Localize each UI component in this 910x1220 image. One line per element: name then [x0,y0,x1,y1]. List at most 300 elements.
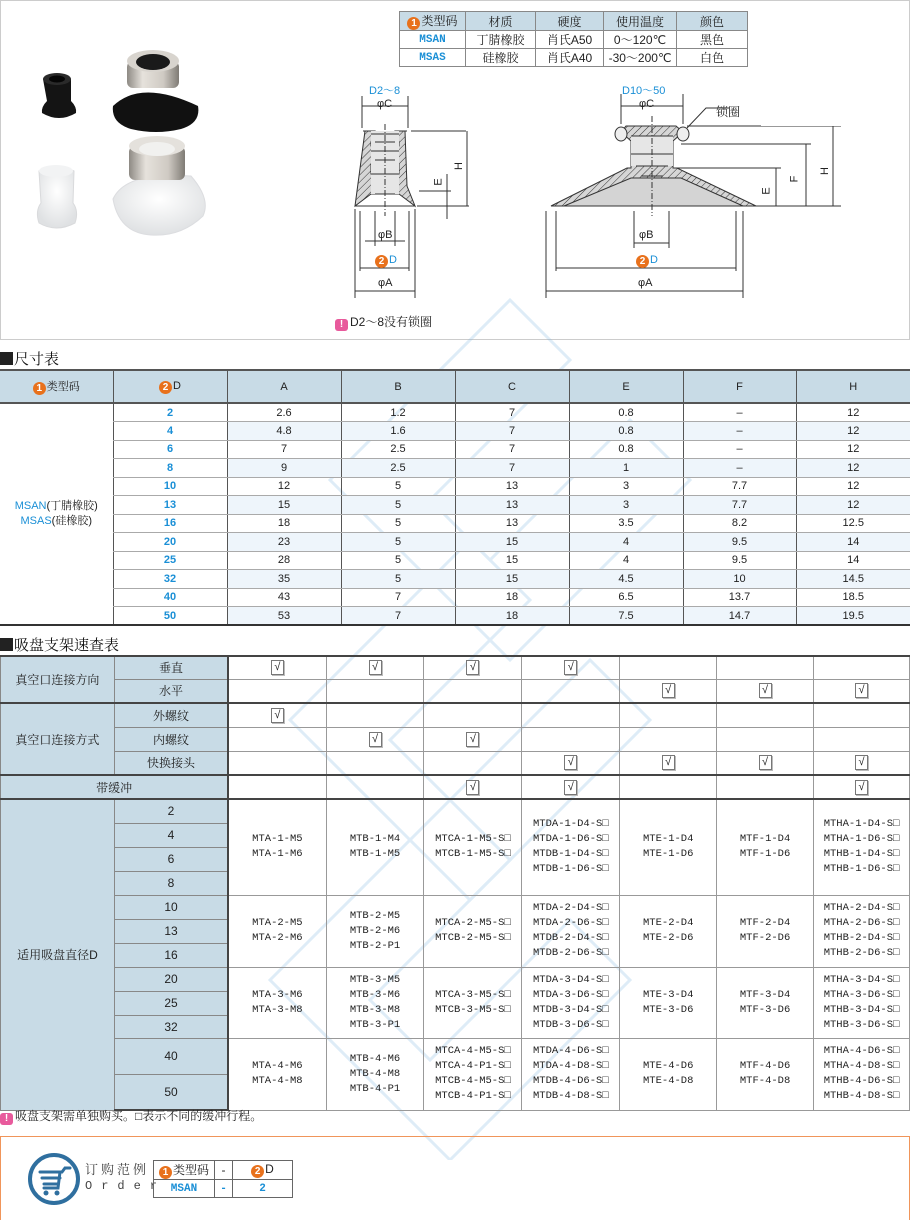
bracket-model-number: MTDA-3-D4-S□ [532,973,609,986]
bracket-models-cell [522,967,620,1038]
bracket-model-number: MTHB-1-D4-S□ [823,848,900,861]
check-cell [522,656,620,679]
bracket-models-cell [522,799,620,895]
bracket-model-number: MTDB-1-D4-S□ [532,848,609,861]
size-table-row [0,514,910,533]
cell-c: 18 [455,588,569,607]
cell-a: 7 [227,440,341,459]
checkmark-icon: √ [271,660,284,675]
large-drawing-title: D10～50 [622,85,666,97]
small-phi-b-label: φB [378,229,393,241]
cell-h: 12 [796,477,910,496]
cell-c: 7 [455,459,569,478]
bracket-model-number: MTB-3-M5 [349,973,401,986]
bracket-model-number: MTHA-4-D8-S□ [823,1060,900,1072]
dimension-drawing-svg [331,76,761,336]
cell-f: 13.7 [683,588,796,607]
cell-f: 7.7 [683,477,796,496]
cell-b: 1.6 [341,422,455,441]
bracket-model-number: MTE-4-D6 [642,1060,694,1072]
bracket-models-cell [620,895,717,967]
order-header-row [154,1161,293,1180]
bracket-model-number: MTDB-2-D6-S□ [532,947,609,959]
type-code: MSAS [400,49,466,67]
diameter-value: 50 [114,1074,228,1110]
product-figure-panel [0,0,910,340]
cell-b: 2.5 [341,459,455,478]
cell-e: 0.8 [569,403,683,422]
cell-b: 5 [341,570,455,589]
cell-b: 5 [341,496,455,515]
diameter-label-text: 适用吸盘直径D [17,948,98,963]
cell-f: 9.5 [683,551,796,570]
shopping-cart-icon [27,1152,81,1206]
bracket-model-number: MTB-4-M8 [349,1067,401,1080]
bracket-model-number: MTB-3-M6 [349,988,401,1001]
bracket-model-number: MTF-3-D6 [739,1003,791,1016]
checkmark-icon: √ [855,755,868,770]
bracket-model-number: MTB-3-M8 [349,1003,401,1016]
bracket-model-number: MTF-3-D4 [739,988,791,1001]
check-cell [814,775,910,799]
checkmark-icon: √ [564,780,577,795]
check-cell [717,727,814,751]
bracket-models-cell [620,1038,717,1110]
checkmark-icon: √ [466,780,479,795]
small-drawing-title: D2～8 [369,85,401,97]
cell-b: 5 [341,551,455,570]
bracket-model-number: MTHA-2-D4-S□ [823,902,900,914]
bracket-model-number: MTB-1-M5 [349,848,401,861]
diameter-value: 8 [114,871,228,895]
bracket-model-number: MTF-1-D4 [739,833,791,846]
cell-e: 0.8 [569,422,683,441]
header-e: E [569,370,683,403]
material-row [400,31,748,49]
cell-d: 50 [113,607,227,626]
material-row [400,49,748,67]
check-cell [620,656,717,679]
cell-d: 10 [113,477,227,496]
diameter-row [1,967,910,991]
check-cell [717,751,814,775]
bracket-row-male [1,703,910,727]
bracket-model-number: MTA-2-M5 [252,917,303,929]
cell-c: 7 [455,422,569,441]
large-f-label: F [788,175,801,183]
small-phi-c-label: φC [377,98,393,110]
bracket-model-number: MTHB-2-D4-S□ [823,932,900,944]
diameter-label [1,799,115,1110]
check-cell [717,703,814,727]
bracket-model-number: MTHA-2-D6-S□ [823,917,900,929]
cell-h: 14.5 [796,570,910,589]
cell-c: 13 [455,496,569,515]
cell-h: 12.5 [796,514,910,533]
cell-b: 7 [341,588,455,607]
bracket-model-number: MTDB-4-D8-S□ [532,1090,609,1102]
size-table [0,369,910,626]
checkmark-icon: √ [759,683,772,698]
bracket-row-female [1,727,910,751]
cell-h: 12 [796,496,910,515]
checkmark-icon: √ [855,780,868,795]
large-phi-c-label: φC [639,98,655,110]
diameter-value: 10 [114,895,228,919]
check-cell [522,679,620,703]
check-cell [620,727,717,751]
bracket-model-number: MTHA-3-D4-S□ [823,973,900,986]
checkmark-icon: √ [759,755,772,770]
cell-e: 4.5 [569,570,683,589]
size-table-row [0,440,910,459]
cell-b: 5 [341,514,455,533]
bracket-model-number: MTA-4-M6 [252,1060,303,1072]
bracket-model-number: MTCA-3-M5-S□ [435,988,511,1001]
bracket-model-number: MTB-1-M4 [349,833,401,846]
cell-e: 4 [569,533,683,552]
cell-b: 7 [341,607,455,626]
bracket-models-cell [814,967,910,1038]
cell-h: 12 [796,459,910,478]
order-type-code-value: MSAN [154,1180,215,1198]
cell-b: 2.5 [341,440,455,459]
check-cell [717,679,814,703]
bracket-model-number: MTDB-2-D4-S□ [532,932,609,944]
bracket-model-number: MTDB-3-D6-S□ [532,1018,609,1031]
checkmark-icon: √ [466,660,479,675]
badge-2: 2 [251,1165,264,1178]
cell-d: 13 [113,496,227,515]
cell-h: 18.5 [796,588,910,607]
diameter-value: 40 [114,1038,228,1074]
bracket-model-number: MTCB-2-M5-S□ [435,932,511,944]
header-f: F [683,370,796,403]
method-label: 真空口连接方式 [1,703,115,775]
cell-f: 7.7 [683,496,796,515]
bracket-model-number: MTDA-1-D6-S□ [532,833,609,846]
check-cell [326,703,424,727]
material-table-header [400,12,748,31]
checkmark-icon: √ [662,755,675,770]
check-cell [228,775,326,799]
size-table-row [0,607,910,626]
check-cell [326,656,424,679]
bracket-models-cell [814,799,910,895]
bracket-models-cell [424,967,522,1038]
bracket-table-body [1,656,910,1110]
check-cell [814,703,910,727]
bracket-models-cell [424,799,522,895]
square-bullet-icon [0,638,13,651]
bracket-model-number: MTA-3-M6 [252,988,303,1001]
large-phi-b-label: φB [639,229,654,241]
bracket-models-cell [814,895,910,967]
bracket-model-number: MTF-1-D6 [739,848,791,861]
bracket-models-cell [522,1038,620,1110]
bracket-model-number: MTE-3-D4 [642,988,694,1001]
bracket-model-number: MTA-3-M8 [252,1003,303,1016]
cell-f: 9.5 [683,533,796,552]
bracket-model-number: MTF-2-D6 [739,932,791,944]
size-section-title: 尺寸表 [0,348,59,369]
male-thread-label: 外螺纹 [114,703,228,727]
bracket-model-number: MTHA-1-D6-S□ [823,833,900,846]
size-table-row [0,551,910,570]
material: 硅橡胶 [466,49,536,67]
bracket-models-cell [326,1038,424,1110]
bracket-models-cell [620,967,717,1038]
cell-e: 1 [569,459,683,478]
diameter-value: 2 [114,799,228,823]
check-cell [522,727,620,751]
header-a: A [227,370,341,403]
cell-f: – [683,403,796,422]
cell-f: – [683,422,796,441]
bracket-models-cell [717,1038,814,1110]
bracket-models-cell [228,895,326,967]
bracket-note: ! 吸盘支架需单独购买。□表示不同的缓冲行程。 [0,1107,262,1125]
size-table-body [0,403,910,625]
cell-f: 8.2 [683,514,796,533]
check-cell [522,751,620,775]
bracket-model-number: MTB-4-M6 [349,1052,401,1065]
bracket-model-number: MTCB-4-M5-S□ [435,1075,511,1087]
check-cell [814,656,910,679]
bracket-model-number: MTE-1-D6 [642,848,694,861]
cell-c: 15 [455,551,569,570]
bracket-model-number: MTCA-1-M5-S□ [435,833,511,846]
cell-c: 18 [455,607,569,626]
warning-icon: ! [335,319,348,331]
order-value-row [154,1180,293,1198]
diameter-value: 20 [114,967,228,991]
check-cell [620,775,717,799]
order-d-value: 2 [233,1180,293,1198]
cell-a: 28 [227,551,341,570]
square-bullet-icon [0,352,13,365]
cell-f: – [683,440,796,459]
color: 白色 [677,49,748,67]
bracket-models-cell [717,967,814,1038]
bracket-model-number: MTCB-3-M5-S□ [435,1003,511,1016]
checkmark-icon: √ [662,683,675,698]
header-type-code: 1 类型码 [0,370,113,403]
cell-h: 19.5 [796,607,910,626]
bracket-models-cell [620,799,717,895]
bracket-models-cell [326,799,424,895]
cell-b: 5 [341,533,455,552]
diameter-value: 32 [114,1015,228,1038]
bracket-model-number: MTE-2-D6 [642,932,694,944]
order-title: 订购范例 [85,1162,150,1177]
order-separator-value: - [215,1180,233,1198]
size-table-header [0,370,910,403]
bracket-model-number: MTCB-1-M5-S□ [435,848,511,861]
bracket-model-number: MTE-2-D4 [642,917,694,929]
bracket-models-cell [228,799,326,895]
check-cell [424,775,522,799]
type-code: MSAN [400,31,466,49]
order-example-table [153,1160,293,1198]
badge-1: 1 [407,17,420,30]
cell-a: 4.8 [227,422,341,441]
cell-f: 10 [683,570,796,589]
bracket-model-number: MTB-2-M5 [349,909,401,922]
cell-d: 2 [113,403,227,422]
bracket-model-number: MTDA-2-D4-S□ [532,902,609,914]
bracket-models-cell [228,967,326,1038]
checkmark-icon: √ [369,660,382,675]
bracket-model-number: MTHB-3-D6-S□ [823,1018,900,1031]
cell-b: 5 [341,477,455,496]
check-cell [228,727,326,751]
cell-f: – [683,459,796,478]
cell-c: 7 [455,440,569,459]
checkmark-icon: √ [369,732,382,747]
bracket-models-cell [424,1038,522,1110]
order-header-type-code: 1 类型码 [154,1161,215,1180]
cell-e: 3 [569,496,683,515]
product-photo [1,1,331,339]
bracket-model-number: MTB-2-M6 [349,924,401,937]
cell-a: 9 [227,459,341,478]
check-cell [522,775,620,799]
bracket-model-number: MTB-4-P1 [349,1082,401,1095]
cell-e: 7.5 [569,607,683,626]
header-hardness: 硬度 [536,12,604,31]
check-cell [814,751,910,775]
large-h-label: H [818,167,831,175]
diameter-value: 6 [114,847,228,871]
order-header-separator: - [215,1161,233,1180]
diameter-row [1,895,910,919]
bracket-model-number: MTE-1-D4 [642,833,694,846]
material: 丁腈橡胶 [466,31,536,49]
large-d-label: 2 D [636,254,658,268]
cell-c: 13 [455,514,569,533]
header-c: C [455,370,569,403]
bracket-model-number: MTCB-4-P1-S□ [435,1090,511,1102]
check-cell [620,703,717,727]
bracket-model-number: MTDA-3-D6-S□ [532,988,609,1001]
size-table-row [0,533,910,552]
cell-e: 3.5 [569,514,683,533]
bracket-row-horizontal [1,679,910,703]
bracket-models-cell [717,895,814,967]
cell-d: 32 [113,570,227,589]
cell-a: 15 [227,496,341,515]
check-cell [228,679,326,703]
bracket-row-buffer [1,775,910,799]
cell-h: 14 [796,533,910,552]
bracket-model-number: MTF-4-D8 [739,1075,791,1087]
cell-e: 0.8 [569,440,683,459]
cell-c: 13 [455,477,569,496]
check-cell [326,751,424,775]
bracket-models-cell [522,895,620,967]
check-cell [814,679,910,703]
cell-e: 4 [569,551,683,570]
cell-h: 12 [796,403,910,422]
bracket-model-number: MTB-3-P1 [349,1018,401,1031]
bracket-model-number: MTHA-3-D6-S□ [823,988,900,1001]
type-code-cell: MSAN(丁腈橡胶) MSAS(硅橡胶) [0,403,113,625]
diameter-value: 25 [114,991,228,1015]
check-cell [228,751,326,775]
warning-icon: ! [0,1113,13,1125]
check-cell [620,751,717,775]
check-cell [326,775,424,799]
header-type-code: 1 类型码 [400,12,466,31]
cell-a: 35 [227,570,341,589]
bracket-model-number: MTDA-1-D4-S□ [532,818,609,831]
order-subtitle: Order [85,1179,167,1193]
size-table-row [0,477,910,496]
badge-1: 1 [33,382,46,395]
cell-b: 1.2 [341,403,455,422]
cell-e: 3 [569,477,683,496]
cell-d: 16 [113,514,227,533]
check-cell [424,703,522,727]
bracket-model-number: MTHB-1-D6-S□ [823,863,900,876]
bracket-models-cell [326,967,424,1038]
header-h: H [796,370,910,403]
hardness: 肖氏A50 [536,31,604,49]
bracket-model-number: MTE-4-D8 [642,1075,694,1087]
bracket-model-number: MTHA-1-D4-S□ [823,818,900,831]
size-table-row [0,496,910,515]
diameter-value: 13 [114,919,228,943]
badge-1: 1 [159,1166,172,1179]
cell-a: 12 [227,477,341,496]
check-cell [228,656,326,679]
lock-ring-label: 锁圈 [716,105,741,119]
bracket-models-cell [326,895,424,967]
direction-label: 真空口连接方向 [1,656,115,703]
badge-2: 2 [636,255,649,268]
cell-a: 23 [227,533,341,552]
order-header-d: 2 D [233,1161,293,1180]
checkmark-icon: √ [466,732,479,747]
cell-c: 15 [455,533,569,552]
cell-d: 8 [113,459,227,478]
badge-2: 2 [159,381,172,394]
bracket-lookup-table [0,655,910,1111]
check-cell [424,751,522,775]
bracket-model-number: MTHB-4-D6-S□ [823,1075,900,1087]
bracket-model-number: MTA-4-M8 [252,1075,303,1087]
cell-d: 6 [113,440,227,459]
bracket-row-vertical [1,656,910,679]
header-temperature: 使用温度 [604,12,677,31]
buffer-label: 带缓冲 [1,775,229,799]
material-table [399,11,748,67]
check-cell [326,679,424,703]
temperature: -30～200℃ [604,49,677,67]
header-color: 颜色 [677,12,748,31]
bracket-model-number: MTHB-4-D8-S□ [823,1090,900,1102]
bracket-model-number: MTA-1-M6 [252,848,303,861]
cell-d: 40 [113,588,227,607]
cell-h: 14 [796,551,910,570]
check-cell [620,679,717,703]
hardness: 肖氏A40 [536,49,604,67]
bracket-models-cell [717,799,814,895]
color: 黑色 [677,31,748,49]
bracket-model-number: MTHA-4-D6-S□ [823,1045,900,1057]
check-cell [424,656,522,679]
